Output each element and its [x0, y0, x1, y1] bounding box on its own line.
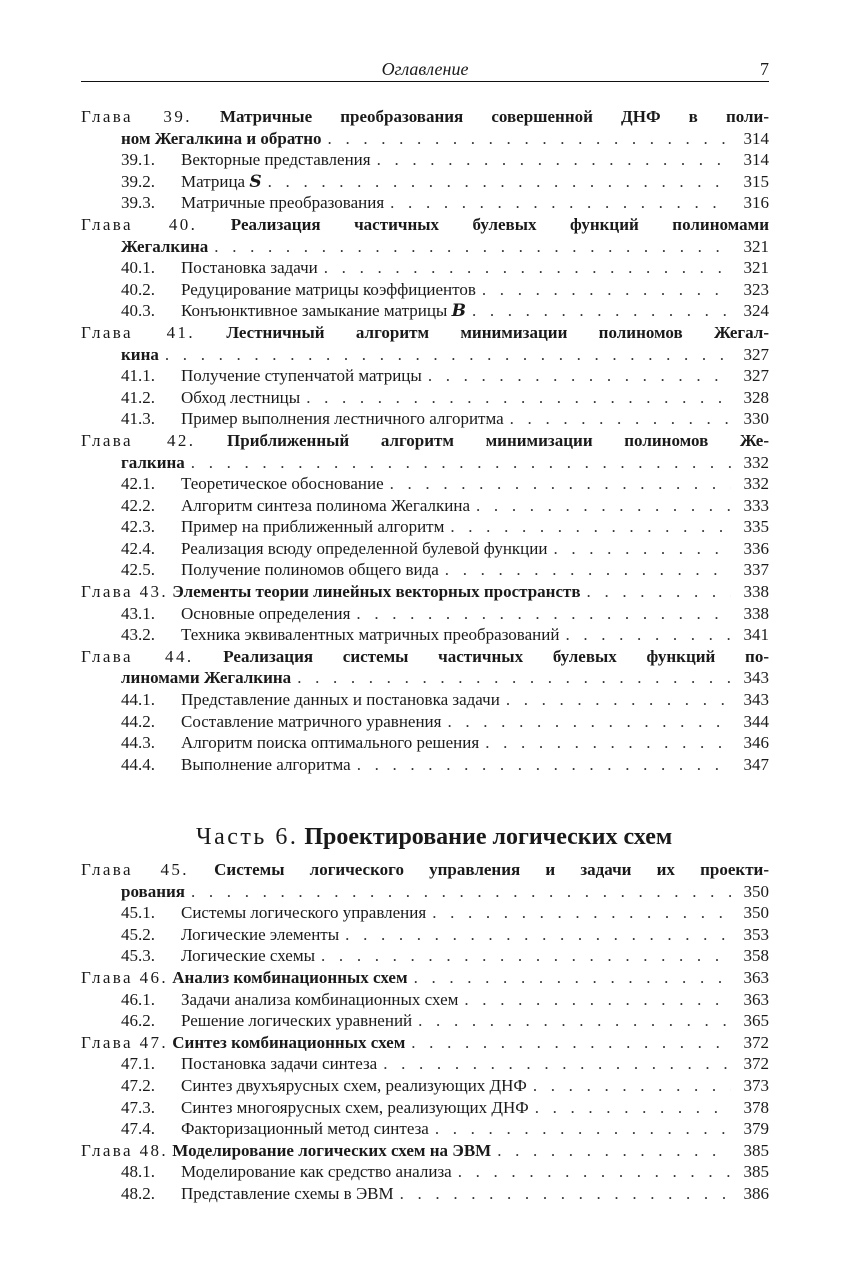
section-page: 323	[743, 279, 769, 299]
chapter-page: 372	[743, 1032, 769, 1052]
dot-leader	[445, 559, 731, 581]
section-title	[181, 149, 371, 171]
dot-leader	[533, 1075, 731, 1097]
section-title-text: Моделирование как средство анализа	[181, 1162, 452, 1182]
dot-leader	[450, 516, 731, 538]
dot-leader	[414, 967, 731, 989]
section-entry	[81, 1010, 769, 1032]
chapter-number: Глава 47.	[81, 1032, 169, 1052]
chapter-entry	[81, 128, 769, 150]
section-title-text: Синтез многоярусных схем, реализующих ДНФ	[181, 1097, 529, 1117]
chapter-page: 321	[743, 236, 769, 256]
section-page: 337	[743, 560, 769, 580]
section-number: 47.3.	[121, 1097, 155, 1117]
section-page: 350	[743, 903, 769, 923]
dot-leader	[418, 1010, 731, 1032]
dot-leader	[497, 1140, 731, 1162]
section-page: 358	[743, 946, 769, 966]
dot-leader	[428, 365, 731, 387]
section-number: 44.3.	[121, 733, 155, 753]
section-page: 372	[743, 1054, 769, 1074]
section-number: 43.1.	[121, 603, 155, 623]
section-page: 321	[743, 258, 769, 278]
dot-leader	[324, 257, 731, 279]
dot-leader	[482, 279, 731, 301]
section-number: 39.1.	[121, 150, 155, 170]
section-page: 386	[743, 1183, 769, 1203]
section-title	[181, 279, 476, 301]
section-title-text: Теоретическое обоснование	[181, 474, 384, 494]
section-title	[181, 516, 444, 538]
section-page: 338	[743, 603, 769, 623]
section-entry	[81, 516, 769, 538]
section-title	[181, 603, 350, 625]
header-rule	[81, 81, 769, 82]
chapter-entry	[81, 344, 769, 366]
section-number: 44.1.	[121, 690, 155, 710]
section-entry	[81, 559, 769, 581]
chapter-heading-line	[81, 1140, 491, 1162]
chapter-title: Лестничный алгоритм минимизации полиномов Жегал-	[226, 322, 769, 342]
section-number: 46.1.	[121, 989, 155, 1009]
dot-leader	[435, 1118, 731, 1140]
chapter-entry	[81, 967, 769, 989]
section-title-text: Матричные преобразования	[181, 193, 385, 213]
section-page: 385	[743, 1162, 769, 1182]
section-title	[181, 711, 441, 733]
section-number: 42.4.	[121, 538, 155, 558]
section-page: 330	[743, 409, 769, 429]
chapter-heading-line	[81, 106, 769, 128]
section-title-text: Конъюнктивное замыкание матрицы	[181, 301, 448, 321]
chapter-title: Элементы теории линейных векторных пространств	[172, 582, 581, 602]
chapter-title-continuation: ном Жегалкина и обратно	[121, 128, 322, 148]
section-entry	[81, 1183, 769, 1205]
dot-leader	[535, 1097, 731, 1119]
section-title	[181, 754, 351, 776]
section-title	[181, 1097, 529, 1119]
section-entry	[81, 902, 769, 924]
section-title-text: Обход лестницы	[181, 387, 301, 407]
section-entry	[81, 1075, 769, 1097]
section-entry	[81, 279, 769, 301]
section-title-text: Алгоритм синтеза полинома Жегалкина	[181, 495, 471, 515]
section-page: 378	[743, 1097, 769, 1117]
section-title-text: Выполнение алгоритма	[181, 754, 351, 774]
section-number: 47.2.	[121, 1075, 155, 1095]
section-title-text: Пример на приближенный алгоритм	[181, 517, 445, 537]
chapter-number: Глава 48.	[81, 1140, 169, 1160]
section-number: 45.2.	[121, 924, 155, 944]
dot-leader	[377, 149, 731, 171]
chapter-page: 363	[743, 967, 769, 987]
section-number: 42.1.	[121, 474, 155, 494]
chapter-heading-line	[81, 1032, 405, 1054]
section-page: 335	[743, 517, 769, 537]
chapter-entry	[81, 667, 769, 689]
chapter-number: Глава 45.	[81, 860, 189, 879]
section-page: 363	[743, 989, 769, 1009]
section-title-text: Получение полиномов общего вида	[181, 560, 439, 580]
dot-leader	[485, 732, 731, 754]
section-number: 41.3.	[121, 409, 155, 429]
section-entry	[81, 538, 769, 560]
section-title-text: Составление матричного уравнения	[181, 711, 442, 731]
section-entry	[81, 754, 769, 776]
section-title	[181, 408, 504, 430]
section-page: 346	[743, 733, 769, 753]
section-number: 48.2.	[121, 1183, 155, 1203]
section-title-text: Системы логического управления	[181, 903, 427, 923]
section-entry	[81, 1118, 769, 1140]
section-entry	[81, 989, 769, 1011]
section-number: 45.3.	[121, 946, 155, 966]
dot-leader	[476, 495, 731, 517]
section-entry	[81, 624, 769, 646]
dot-leader	[553, 538, 731, 560]
section-page: 347	[743, 754, 769, 774]
section-title	[181, 192, 384, 214]
section-title-text: Пример выполнения лестничного алгоритма	[181, 409, 504, 429]
dot-leader	[191, 452, 731, 474]
section-page: 328	[743, 387, 769, 407]
chapter-heading-line	[81, 859, 769, 881]
section-title	[181, 1075, 527, 1097]
chapter-heading-line	[81, 322, 769, 344]
chapter-entry	[81, 1032, 769, 1054]
dot-leader	[464, 989, 731, 1011]
section-title-text: Решение логических уравнений	[181, 1011, 413, 1031]
section-entry	[81, 300, 769, 322]
section-title	[181, 387, 300, 409]
chapter-number: Глава 43.	[81, 582, 169, 602]
section-page: 353	[743, 924, 769, 944]
part-6-heading	[196, 822, 672, 852]
chapter-title: Системы логического управления и задачи их проекти-	[214, 860, 769, 879]
section-number: 42.2.	[121, 495, 155, 515]
section-entry	[81, 1161, 769, 1183]
section-entry	[81, 408, 769, 430]
chapter-title-continuation: кина	[121, 344, 159, 364]
header-title: Оглавление	[381, 59, 469, 79]
section-number: 41.2.	[121, 387, 155, 407]
section-page: 327	[743, 366, 769, 386]
dot-leader	[165, 344, 731, 366]
dot-leader	[565, 624, 731, 646]
dot-leader	[390, 192, 731, 214]
section-title-text: Основные определения	[181, 603, 351, 623]
section-number: 42.3.	[121, 517, 155, 537]
section-title	[181, 1053, 377, 1075]
section-title-text: Представление данных и постановка задачи	[181, 690, 500, 710]
section-title	[181, 495, 470, 517]
chapter-number: Глава 42.	[81, 430, 196, 450]
section-title	[181, 624, 559, 646]
section-number: 47.4.	[121, 1119, 155, 1139]
section-title-text: Синтез двухъярусных схем, реализующих ДНФ	[181, 1075, 527, 1095]
section-page: 341	[743, 625, 769, 645]
section-title-text: Задачи анализа комбинационных схем	[181, 989, 459, 1009]
part-6-title: Проектирование логических схем	[304, 824, 673, 850]
section-title-text: Логические элементы	[181, 924, 340, 944]
chapter-title-continuation: рования	[121, 881, 185, 901]
section-entry	[81, 711, 769, 733]
section-title-text: Техника эквивалентных матричных преобразований	[181, 625, 560, 645]
dot-leader	[432, 902, 731, 924]
section-title-text: Получение ступенчатой матрицы	[181, 366, 422, 386]
chapter-title-continuation: линомами Жегалкина	[121, 668, 292, 688]
section-entry	[81, 1053, 769, 1075]
dot-leader	[191, 881, 731, 903]
section-page: 336	[743, 538, 769, 558]
chapter-title-continuation: галкина	[121, 452, 185, 472]
section-title	[181, 1010, 412, 1032]
running-header	[81, 58, 769, 83]
section-number: 48.1.	[121, 1162, 155, 1182]
chapter-entry	[81, 581, 769, 603]
section-page: 315	[743, 171, 769, 191]
dot-leader	[506, 689, 731, 711]
chapter-page: 327	[743, 344, 769, 364]
section-title	[181, 902, 426, 924]
dot-leader	[297, 667, 731, 689]
section-page: 373	[743, 1075, 769, 1095]
chapter-entry	[81, 881, 769, 903]
chapter-page: 338	[743, 582, 769, 602]
section-entry	[81, 689, 769, 711]
section-number: 40.3.	[121, 301, 155, 321]
section-title-text: Факторизационный метод синтеза	[181, 1119, 429, 1139]
section-page: 344	[743, 711, 769, 731]
chapter-number: Глава 40.	[81, 214, 198, 234]
chapter-title-continuation: Жегалкина	[121, 236, 209, 256]
section-number: 47.1.	[121, 1054, 155, 1074]
section-number: 45.1.	[121, 903, 155, 923]
section-number: 43.2.	[121, 625, 155, 645]
chapter-heading-line	[81, 430, 769, 452]
section-title	[181, 257, 318, 279]
section-title	[181, 1183, 394, 1205]
section-entry	[81, 495, 769, 517]
section-title-text: Алгоритм поиска оптимального решения	[181, 733, 480, 753]
header-page-number: 7	[760, 59, 769, 79]
section-page: 332	[743, 474, 769, 494]
chapter-number: Глава 44.	[81, 646, 194, 666]
section-entry	[81, 924, 769, 946]
section-entry	[81, 365, 769, 387]
chapter-heading-line	[81, 214, 769, 236]
chapter-entry	[81, 236, 769, 258]
section-title	[181, 732, 479, 754]
dot-leader	[472, 300, 731, 322]
section-entry	[81, 257, 769, 279]
section-title-text: Постановка задачи синтеза	[181, 1054, 378, 1074]
chapter-title: Анализ комбинационных схем	[172, 967, 408, 987]
chapter-number: Глава 39.	[81, 107, 192, 126]
chapter-page: 314	[743, 128, 769, 148]
section-title	[181, 300, 466, 323]
section-page: 379	[743, 1119, 769, 1139]
dot-leader	[458, 1161, 731, 1183]
dot-leader	[400, 1183, 731, 1205]
dot-leader	[345, 924, 731, 946]
chapter-number: Глава 41.	[81, 322, 196, 342]
section-title-text: Логические схемы	[181, 946, 316, 966]
section-entry	[81, 171, 769, 193]
dot-leader	[390, 473, 731, 495]
chapter-page: 385	[743, 1140, 769, 1160]
chapter-page: 343	[743, 668, 769, 688]
toc-list-part-6	[81, 859, 769, 1205]
chapter-number: Глава 46.	[81, 967, 169, 987]
chapter-page: 350	[743, 881, 769, 901]
section-number: 39.2.	[121, 171, 155, 191]
dot-leader	[328, 128, 731, 150]
chapter-title: Матричные преобразования совершенной ДНФ в поли-	[220, 107, 769, 126]
section-number: 42.5.	[121, 560, 155, 580]
section-title	[181, 689, 500, 711]
dot-leader	[447, 711, 731, 733]
dot-leader	[306, 387, 731, 409]
section-entry	[81, 732, 769, 754]
section-title-text: Постановка задачи	[181, 258, 318, 278]
chapter-heading-line	[81, 581, 581, 603]
section-page: 314	[743, 150, 769, 170]
section-entry	[81, 1097, 769, 1119]
chapter-entry	[81, 452, 769, 474]
section-title	[181, 171, 262, 194]
section-number: 41.1.	[121, 366, 155, 386]
section-title	[181, 473, 384, 495]
section-number: 39.3.	[121, 193, 155, 213]
section-page: 343	[743, 690, 769, 710]
toc-list-part-5	[81, 106, 769, 775]
section-number: 46.2.	[121, 1011, 155, 1031]
chapter-title: Приближенный алгоритм минимизации полиномов Же-	[227, 430, 769, 450]
section-title	[181, 1161, 452, 1183]
section-page: 365	[743, 1011, 769, 1031]
dot-leader	[411, 1032, 731, 1054]
section-entry	[81, 603, 769, 625]
section-title-text: Реализация всюду определенной булевой функции	[181, 538, 548, 558]
section-title	[181, 945, 315, 967]
dot-leader	[587, 581, 731, 603]
section-page: 324	[743, 301, 769, 321]
section-title-text: Редуцирование матрицы коэффициентов	[181, 279, 476, 299]
chapter-page: 332	[743, 452, 769, 472]
section-page: 316	[743, 193, 769, 213]
dot-leader	[268, 171, 731, 193]
section-number: 44.4.	[121, 754, 155, 774]
section-title-text: Представление схемы в ЭВМ	[181, 1183, 394, 1203]
section-title-text: Векторные представления	[181, 150, 371, 170]
chapter-entry	[81, 1140, 769, 1162]
section-entry	[81, 387, 769, 409]
dot-leader	[214, 236, 731, 258]
dot-leader	[510, 408, 731, 430]
chapter-title: Реализация системы частичных булевых функций по-	[223, 646, 769, 666]
section-title	[181, 538, 547, 560]
section-title	[181, 1118, 429, 1140]
section-entry	[81, 945, 769, 967]
dot-leader	[357, 754, 731, 776]
chapter-heading-line	[81, 967, 408, 989]
section-entry	[81, 149, 769, 171]
section-math-symbol: S	[249, 171, 262, 192]
chapter-title: Моделирование логических схем на ЭВМ	[172, 1140, 492, 1160]
section-title	[181, 365, 422, 387]
section-page: 333	[743, 495, 769, 515]
section-title-text: Матрица	[181, 171, 246, 191]
section-title	[181, 924, 339, 946]
chapter-title: Синтез комбинационных схем	[172, 1032, 406, 1052]
section-number: 40.1.	[121, 258, 155, 278]
section-entry	[81, 473, 769, 495]
part-6-prefix: Часть 6.	[196, 824, 299, 850]
section-math-symbol: B	[451, 301, 466, 322]
section-title	[181, 559, 439, 581]
dot-leader	[356, 603, 731, 625]
dot-leader	[321, 945, 731, 967]
section-number: 40.2.	[121, 279, 155, 299]
section-number: 44.2.	[121, 711, 155, 731]
chapter-title: Реализация частичных булевых функций полиномами	[230, 214, 769, 234]
section-title	[181, 989, 458, 1011]
section-entry	[81, 192, 769, 214]
chapter-heading-line	[81, 646, 769, 668]
dot-leader	[383, 1053, 731, 1075]
